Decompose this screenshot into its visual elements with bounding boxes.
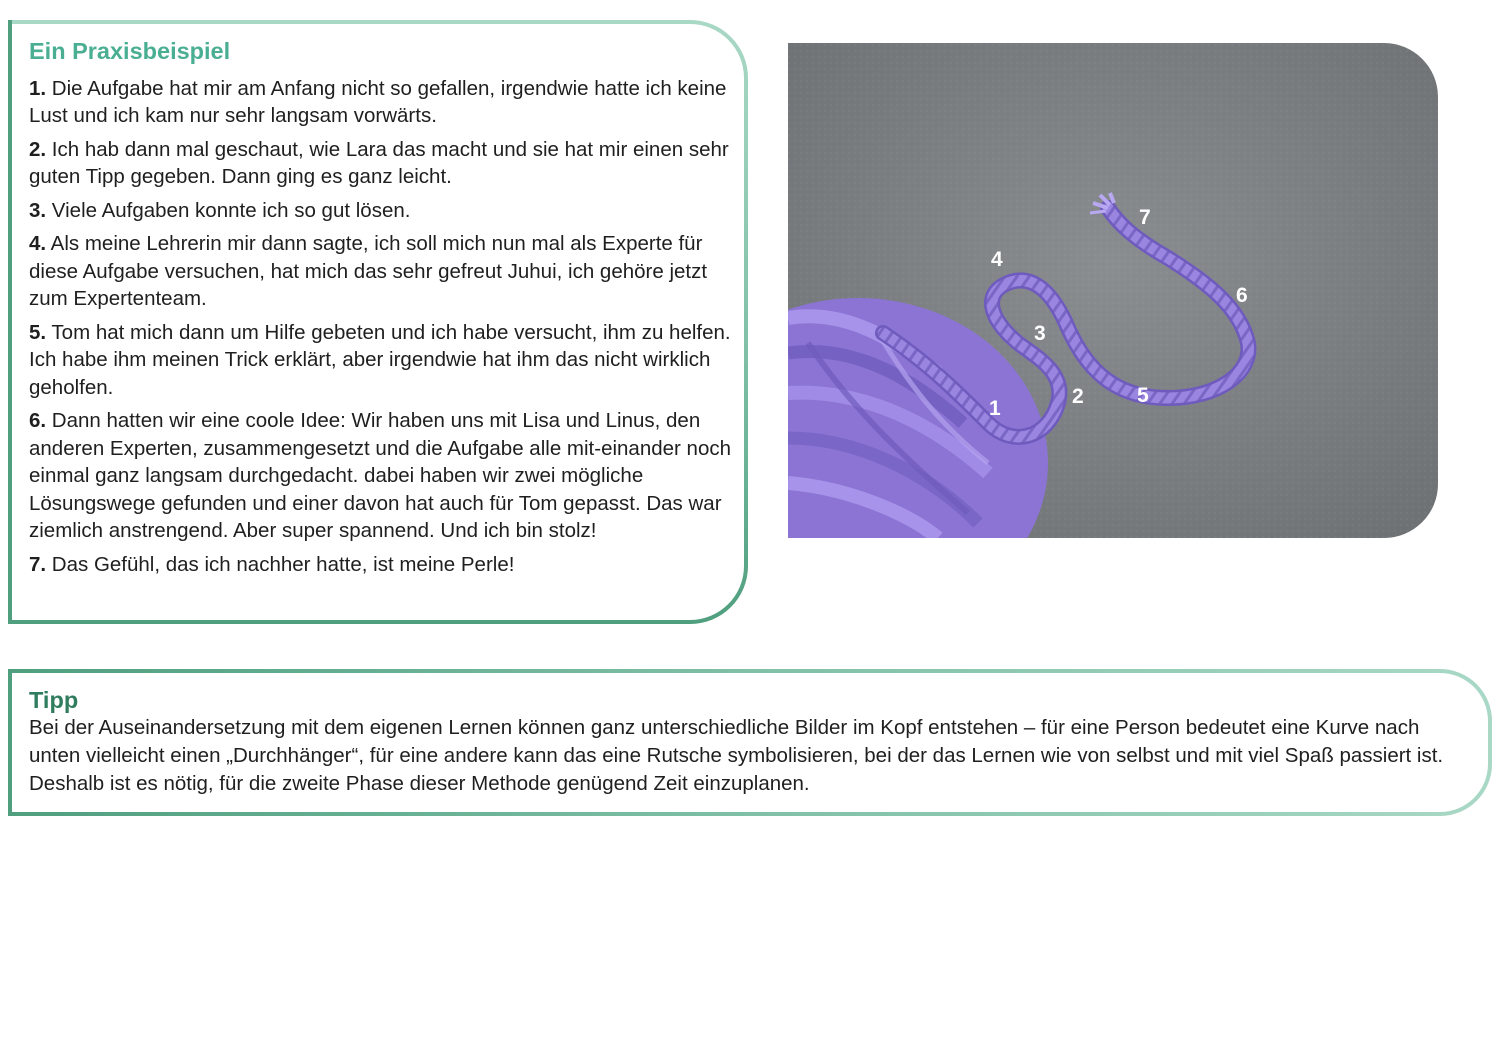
list-item (29, 197, 741, 225)
item-number: 7. (29, 552, 47, 576)
label-7: 7 (1139, 206, 1151, 229)
item-text: Ich hab dann mal geschaut, wie Lara das macht und sie hat mir einen sehr guten Tipp gegeben. Dann ging es ganz leicht. (29, 137, 729, 189)
list-item (29, 136, 741, 191)
label-6: 6 (1236, 284, 1248, 307)
label-3: 3 (1034, 322, 1046, 345)
item-number: 5. (29, 320, 47, 344)
tipp-text: Bei der Auseinandersetzung mit dem eigenen Lernen können ganz unterschiedliche Bilder im Kopf entstehen – für eine Person bedeutet eine Kurve nach unten vielleicht einen „Durchhänger“, für eine andere kann das eine Rutsche symbolisieren, bei der das Lernen wie von selbst und mit viel Spaß passiert ist. Deshalb ist es nötig, für die zweite Phase dieser Methode genügend Zeit einzuplanen. (29, 715, 1444, 795)
yarn-illustration (788, 43, 1438, 538)
item-text: Tom hat mich dann um Hilfe gebeten und ich habe versucht, ihm zu helfen. Ich habe ihm meinen Trick erklärt, aber irgendwie hat ihm das nicht wirklich geholfen. (29, 320, 731, 399)
list-item (29, 551, 741, 579)
item-text: Als meine Lehrerin mir dann sagte, ich soll mich nun mal als Experte für diese Aufgabe versuchen, hat mich das sehr gefreut Juhui, ich gehöre jetzt zum Expertenteam. (29, 232, 708, 311)
label-4: 4 (991, 248, 1003, 271)
tipp-title: Tipp (29, 687, 79, 713)
list-item (29, 319, 741, 402)
tipp-content (29, 688, 1474, 798)
praxis-content (29, 39, 741, 584)
item-number: 3. (29, 198, 47, 222)
praxis-box (8, 20, 748, 624)
label-1: 1 (989, 397, 1001, 420)
item-number: 2. (29, 137, 47, 161)
item-text: Die Aufgabe hat mir am Anfang nicht so gefallen, irgendwie hatte ich keine Lust und ich kam nur sehr langsam vorwärts. (29, 76, 727, 128)
label-2: 2 (1072, 385, 1084, 408)
item-text: Dann hatten wir eine coole Idee: Wir haben uns mit Lisa und Linus, den anderen Experten, zusammengesetzt und die Aufgabe alle mit-einander noch einmal ganz langsam durchgedacht. dabei haben wir zwei mögliche Lösungswege gefunden und einer davon hat auch für Tom gepasst. Das war ziemlich anstrengend. Aber super spannend. Und ich bin stolz! (29, 409, 732, 543)
list-item (29, 75, 741, 130)
item-text: Das Gefühl, das ich nachher hatte, ist meine Perle! (46, 552, 515, 576)
tipp-box (8, 669, 1492, 816)
label-5: 5 (1137, 384, 1149, 407)
item-number: 1. (29, 76, 47, 100)
item-number: 4. (29, 232, 47, 256)
item-number: 6. (29, 409, 47, 433)
item-text: Viele Aufgaben konnte ich so gut lösen. (46, 198, 411, 222)
yarn-photo (788, 43, 1438, 538)
praxis-title: Ein Praxisbeispiel (29, 38, 231, 64)
list-item (29, 407, 741, 545)
list-item (29, 230, 741, 313)
